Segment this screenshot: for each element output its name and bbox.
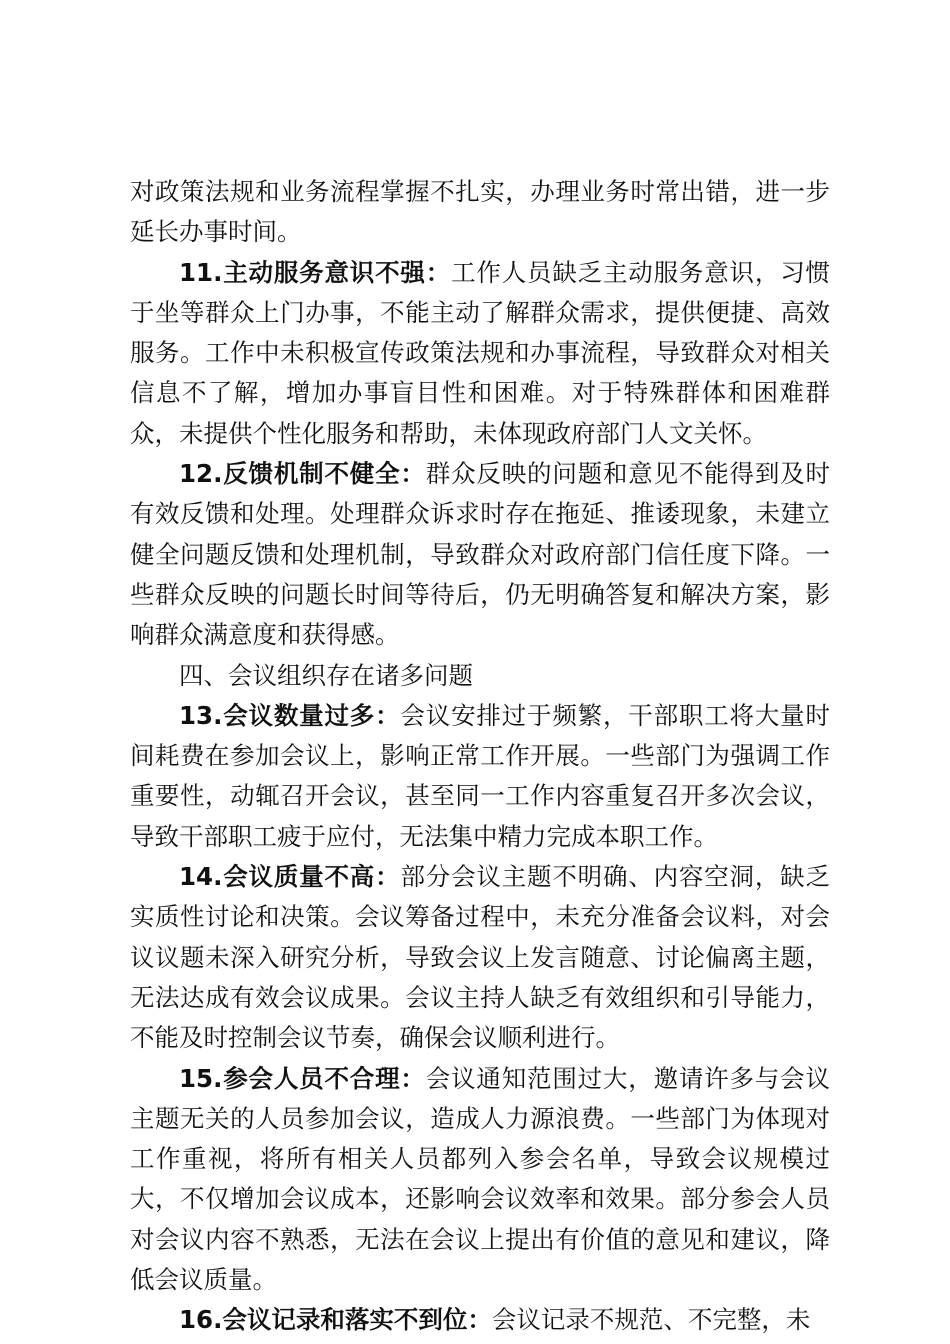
item-heading: 13.会议数量过多： xyxy=(179,700,401,730)
item-heading: 11.主动服务意识不强： xyxy=(179,257,452,287)
paragraph-continuation xyxy=(130,172,830,253)
paragraph-text: 部分会议主题不明确、内容空洞，缺乏实质性讨论和决策。会议筹备过程中，未充分准备会议料，对会议议题未深入研究分析，导致会议上发言随意、讨论偏离主题，无法达成有效会议成果。会议主持人缺乏有效组织和引导能力，不能及时控制会议节奏，确保会议顺利进行。 xyxy=(130,862,830,1053)
document-body xyxy=(130,172,830,1341)
paragraph-item-15 xyxy=(130,1059,830,1301)
paragraph-text: 会议通知范围过大，邀请许多与会议主题无关的人员参加会议，造成人力源浪费。一些部门为体现对工作重视，将所有相关人员都列入参会名单，导致会议规模过大，不仅增加会议成本，还影响会议效率和效果。部分参会人员对会议内容不熟悉，无法在会议上提出有价值的意见和建议，降低会议质量。 xyxy=(130,1063,830,1295)
item-heading: 16.会议记录和落实不到位： xyxy=(179,1305,492,1335)
paragraph-text: 对政策法规和业务流程掌握不扎实，办理业务时常出错，进一步延长办事时间。 xyxy=(130,177,830,247)
item-heading: 14.会议质量不高： xyxy=(179,862,401,892)
paragraph-item-14 xyxy=(130,857,830,1058)
paragraph-item-12 xyxy=(130,454,830,655)
paragraph-text: 工作人员缺乏主动服务意识，习惯于坐等群众上门办事，不能主动了解群众需求，提供便捷、高效服务。工作中未积极宣传政策法规和办事流程，导致群众对相关信息不了解，增加办事盲目性和困难。对于特殊群体和困难群众，未提供个性化服务和帮助，未体现政府部门人文关怀。 xyxy=(130,257,831,448)
section-heading-4 xyxy=(130,656,830,696)
paragraph-item-13 xyxy=(130,696,830,857)
paragraph-text: 群众反映的问题和意见不能得到及时有效反馈和处理。处理群众诉求时存在拖延、推诿现象，未建立健全问题反馈和处理机制，导致群众对政府部门信任度下降。一些群众反映的问题长时间等待后，仍无明确答复和解决方案，影响群众满意度和获得感。 xyxy=(130,459,830,650)
item-heading: 15.参会人员不合理： xyxy=(179,1063,426,1093)
paragraph-text: 会议安排过于频繁，干部职工将大量时间耗费在参加会议上，影响正常工作开展。一些部门为强调工作重要性，动辄召开会议，甚至同一工作内容重复召开多次会议，导致干部职工疲于应付，无法集中精力完成本职工作。 xyxy=(130,700,830,851)
paragraph-item-11 xyxy=(130,253,830,454)
paragraph-item-16 xyxy=(130,1300,830,1340)
paragraph-text: 会议记录不规范、不完整，未 xyxy=(491,1305,811,1335)
item-heading: 12.反馈机制不健全： xyxy=(179,459,426,489)
section-heading-text: 四、会议组织存在诸多问题 xyxy=(179,660,473,690)
